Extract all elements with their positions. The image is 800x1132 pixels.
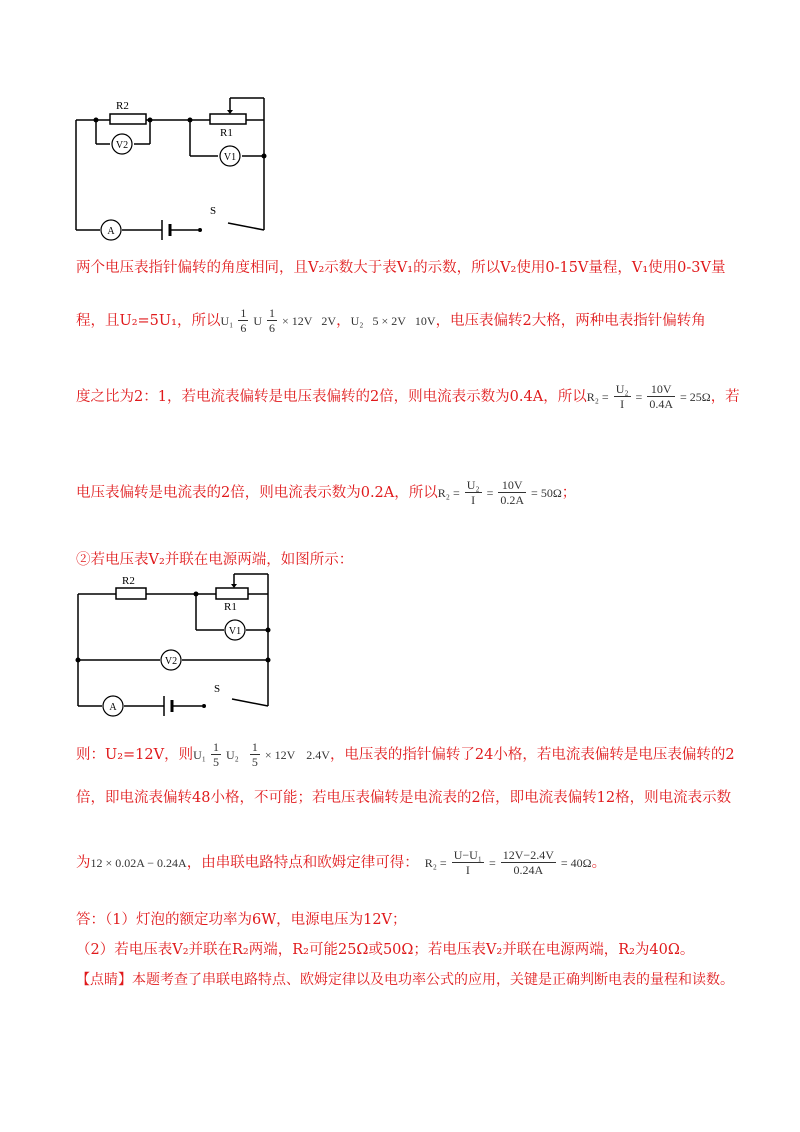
resistor-r1 bbox=[210, 114, 246, 124]
para1-line2-text-c: ，电压表偏转2大格，两种电表指针偏转角 bbox=[435, 312, 706, 329]
answer-line3: 【点睛】本题考查了串联电路特点、欧姆定律以及电功率公式的应用，关键是正确判断电表的量程和读数。 bbox=[76, 972, 734, 988]
svg-text:V2: V2 bbox=[164, 656, 178, 667]
svg-text:R2: R2 bbox=[116, 100, 129, 112]
formula-u1-24: U₁ $\frac{1}{5}$ U₂ $\frac{1}{5}$ × 12V 2.4V bbox=[193, 740, 330, 769]
para1-line2-text-a: 程，且U₂=5U₁，所以 bbox=[76, 312, 221, 329]
para3-line3-text-c: 。 bbox=[591, 854, 607, 871]
resistor-r1 bbox=[216, 588, 248, 599]
formula-u2-res: 10V bbox=[414, 313, 436, 328]
svg-text:R1: R1 bbox=[220, 127, 233, 139]
formula-u2-var: U₂ bbox=[350, 313, 364, 328]
formula-u: U bbox=[253, 313, 262, 328]
svg-text:A: A bbox=[107, 226, 115, 237]
svg-text:S: S bbox=[210, 205, 217, 217]
formula-current: 12 × 0.02A − 0.24A bbox=[90, 855, 187, 870]
resistor-r2 bbox=[110, 114, 146, 124]
svg-text:S: S bbox=[214, 683, 221, 695]
formula-r2-40: R₂ = $\frac{\text{U−U₁}}{I}$ = $\frac{12V-2.4V}{0.24A}$ = 40Ω bbox=[424, 848, 592, 877]
svg-text:A: A bbox=[109, 702, 117, 713]
para1-line3-text-b: ，若 bbox=[710, 388, 740, 405]
formula-res: 2V bbox=[321, 313, 337, 328]
svg-text:R1: R1 bbox=[224, 601, 237, 613]
para3-line2: 倍，即电流表偏转48小格，不可能；若电压表偏转是电流表的2倍，即电流表偏转12格，则电流表示数 bbox=[76, 790, 732, 806]
para1-line4-text-a: 电压表偏转是电流表的2倍，则电流表示数为0.2A，所以 bbox=[76, 484, 438, 501]
para2-line1: ②若电压表V₂并联在电源两端，如图所示： bbox=[76, 552, 354, 568]
para1-line2-sep: ， bbox=[336, 312, 351, 329]
svg-text:V1: V1 bbox=[223, 152, 237, 163]
circuit-diagram-2 bbox=[70, 568, 280, 718]
para3-line1 bbox=[76, 740, 735, 769]
para3-line3-text-a: 为 bbox=[76, 854, 91, 871]
para1-line3 bbox=[76, 382, 740, 411]
resistor-r2 bbox=[116, 588, 146, 599]
fraction-one-sixth: $\frac{1}{6}$ bbox=[240, 306, 247, 335]
answer-line2: （2）若电压表V₂并联在R₂两端，R₂可能25Ω或50Ω；若电压表V₂并联在电源两端，R₂为40Ω。 bbox=[76, 942, 695, 958]
para3-line1-text-b: ，电压表的指针偏转了24小格，若电流表偏转是电压表偏转的2 bbox=[329, 746, 735, 763]
formula-u1 bbox=[220, 306, 336, 335]
circuit-diagram-1 bbox=[70, 92, 280, 244]
para1-line4 bbox=[76, 478, 576, 507]
formula-times: × 12V bbox=[281, 313, 313, 328]
para1-line3-text-a: 度之比为2：1，若电流表偏转是电压表偏转的2倍，则电流表示数为0.4A，所以 bbox=[76, 388, 587, 405]
formula-u2 bbox=[351, 311, 436, 331]
formula-r2-50: R₂ = $\frac{\text{U₂}}{I}$ = $\frac{10V}{0.2A}$ = 50Ω bbox=[437, 478, 562, 507]
para1-line4-text-b: ； bbox=[561, 484, 577, 501]
para1-line2 bbox=[76, 306, 706, 335]
para3-line3 bbox=[76, 848, 606, 877]
para1-line1: 两个电压表指针偏转的角度相同，且V₂示数大于表V₁的示数，所以V₂使用0-15V量程，V₁使用0-3V量 bbox=[76, 260, 726, 276]
para3-line3-text-b: ，由串联电路特点和欧姆定律可得： bbox=[186, 854, 419, 871]
para3-line1-text-a: 则：U₂=12V，则 bbox=[76, 746, 194, 763]
fraction-one-sixth-b: $\frac{1}{6}$ bbox=[268, 306, 275, 335]
svg-text:R2: R2 bbox=[122, 575, 135, 587]
answer-line1: 答：（1）灯泡的额定功率为6W，电源电压为12V； bbox=[76, 912, 407, 928]
svg-text:V2: V2 bbox=[115, 140, 129, 151]
formula-u2-expr: 5 × 2V bbox=[372, 313, 406, 328]
formula-r2-25: R₂ = $\frac{\text{U₂}}{I}$ = $\frac{10V}{0.4A}$ = 25Ω bbox=[586, 382, 711, 411]
formula-u1-var: U₁ bbox=[220, 313, 234, 328]
svg-text:V1: V1 bbox=[228, 626, 242, 637]
